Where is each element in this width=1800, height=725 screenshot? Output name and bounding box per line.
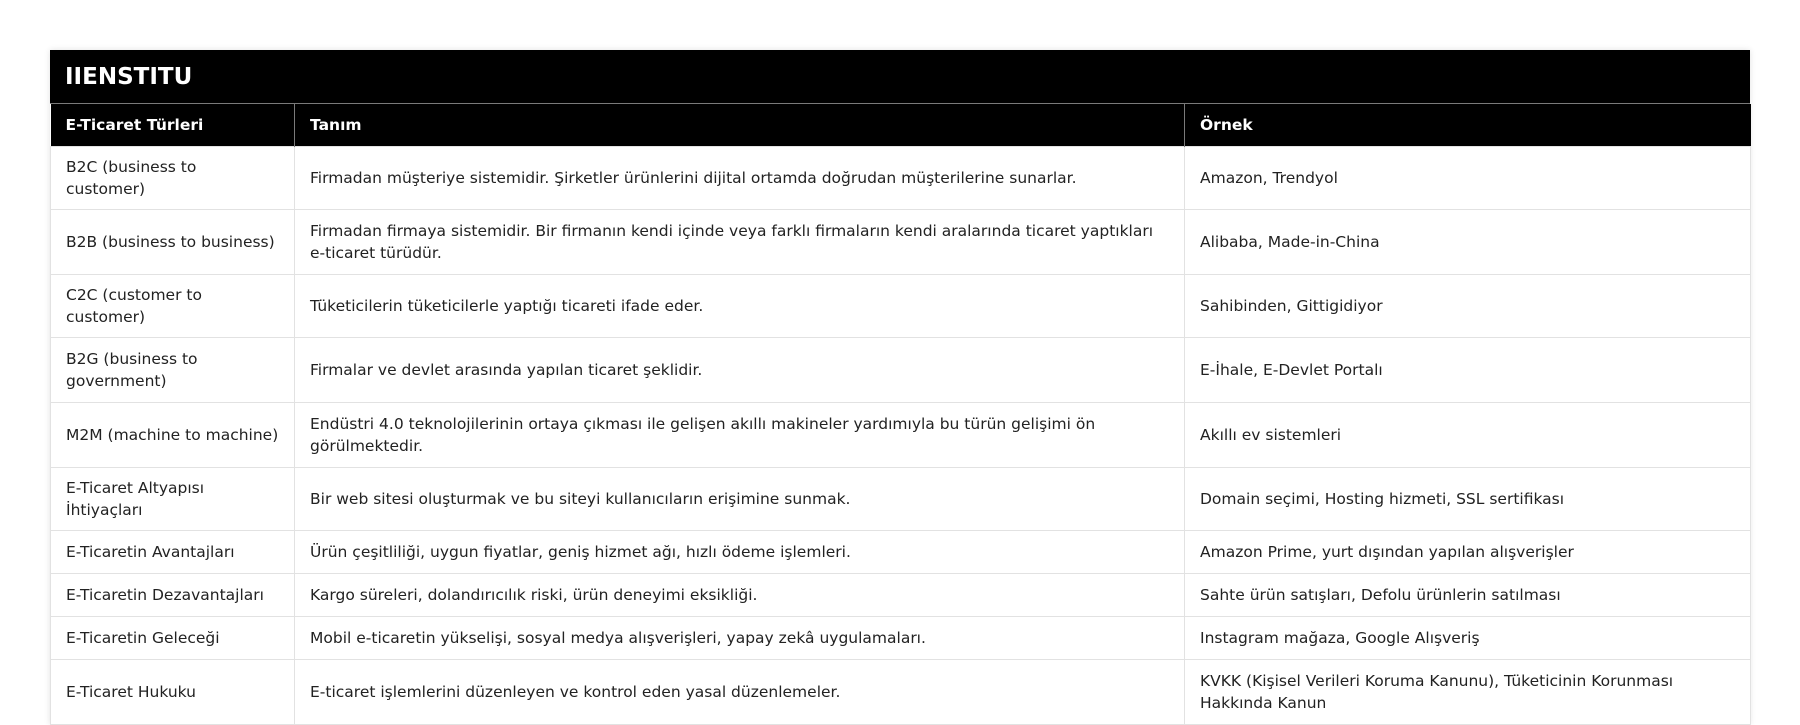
cell-type: B2G (business to government) — [51, 338, 295, 403]
cell-example: Sahibinden, Gittigidiyor — [1185, 275, 1751, 338]
cell-definition: Mobil e-ticaretin yükselişi, sosyal medya alışverişleri, yapay zekâ uygulamaları. — [295, 617, 1185, 660]
cell-type: B2B (business to business) — [51, 210, 295, 275]
column-header-example: Örnek — [1185, 104, 1751, 147]
cell-type: E-Ticaret Altyapısı İhtiyaçları — [51, 468, 295, 531]
cell-example: Amazon, Trendyol — [1185, 147, 1751, 210]
table-row — [51, 210, 1751, 275]
cell-type: E-Ticaret Hukuku — [51, 660, 295, 725]
cell-definition: Firmadan müşteriye sistemidir. Şirketler ürünlerini dijital ortamda doğrudan müşterilerine sunarlar. — [295, 147, 1185, 210]
cell-example: Amazon Prime, yurt dışından yapılan alışverişler — [1185, 531, 1751, 574]
cell-definition: Ürün çeşitliliği, uygun fiyatlar, geniş hizmet ağı, hızlı ödeme işlemleri. — [295, 531, 1185, 574]
cell-definition: Kargo süreleri, dolandırıcılık riski, ürün deneyimi eksikliği. — [295, 574, 1185, 617]
table-row — [51, 617, 1751, 660]
cell-definition: Bir web sitesi oluşturmak ve bu siteyi kullanıcıların erişimine sunmak. — [295, 468, 1185, 531]
table-row — [51, 660, 1751, 725]
cell-example: KVKK (Kişisel Verileri Koruma Kanunu), Tüketicinin Korunması Hakkında Kanun — [1185, 660, 1751, 725]
cell-definition: Tüketicilerin tüketicilerle yaptığı ticareti ifade eder. — [295, 275, 1185, 338]
cell-type: M2M (machine to machine) — [51, 403, 295, 468]
table-row — [51, 468, 1751, 531]
cell-type: E-Ticaretin Avantajları — [51, 531, 295, 574]
data-table — [50, 104, 1751, 725]
cell-type: C2C (customer to customer) — [51, 275, 295, 338]
table-row — [51, 147, 1751, 210]
table-header-row — [51, 104, 1751, 147]
cell-example: Alibaba, Made-in-China — [1185, 210, 1751, 275]
cell-definition: E-ticaret işlemlerini düzenleyen ve kontrol eden yasal düzenlemeler. — [295, 660, 1185, 725]
cell-definition: Endüstri 4.0 teknolojilerinin ortaya çıkması ile gelişen akıllı makineler yardımıyla bu türün gelişimi ön görülmektedir. — [295, 403, 1185, 468]
cell-type: E-Ticaretin Dezavantajları — [51, 574, 295, 617]
data-table-container — [50, 50, 1750, 725]
column-header-definition: Tanım — [295, 104, 1185, 147]
cell-definition: Firmalar ve devlet arasında yapılan ticaret şeklidir. — [295, 338, 1185, 403]
table-row — [51, 338, 1751, 403]
cell-example: Domain seçimi, Hosting hizmeti, SSL sertifikası — [1185, 468, 1751, 531]
table-row — [51, 275, 1751, 338]
cell-example: Sahte ürün satışları, Defolu ürünlerin satılması — [1185, 574, 1751, 617]
cell-example: E-İhale, E-Devlet Portalı — [1185, 338, 1751, 403]
cell-type: B2C (business to customer) — [51, 147, 295, 210]
table-row — [51, 574, 1751, 617]
cell-example: Instagram mağaza, Google Alışveriş — [1185, 617, 1751, 660]
table-row — [51, 531, 1751, 574]
cell-definition: Firmadan firmaya sistemidir. Bir firmanın kendi içinde veya farklı firmaların kendi aralarında ticaret yaptıkları e-ticaret türüdür. — [295, 210, 1185, 275]
cell-type: E-Ticaretin Geleceği — [51, 617, 295, 660]
column-header-type: E-Ticaret Türleri — [51, 104, 295, 147]
cell-example: Akıllı ev sistemleri — [1185, 403, 1751, 468]
table-row — [51, 403, 1751, 468]
table-title: IIENSTITU — [50, 50, 1750, 104]
